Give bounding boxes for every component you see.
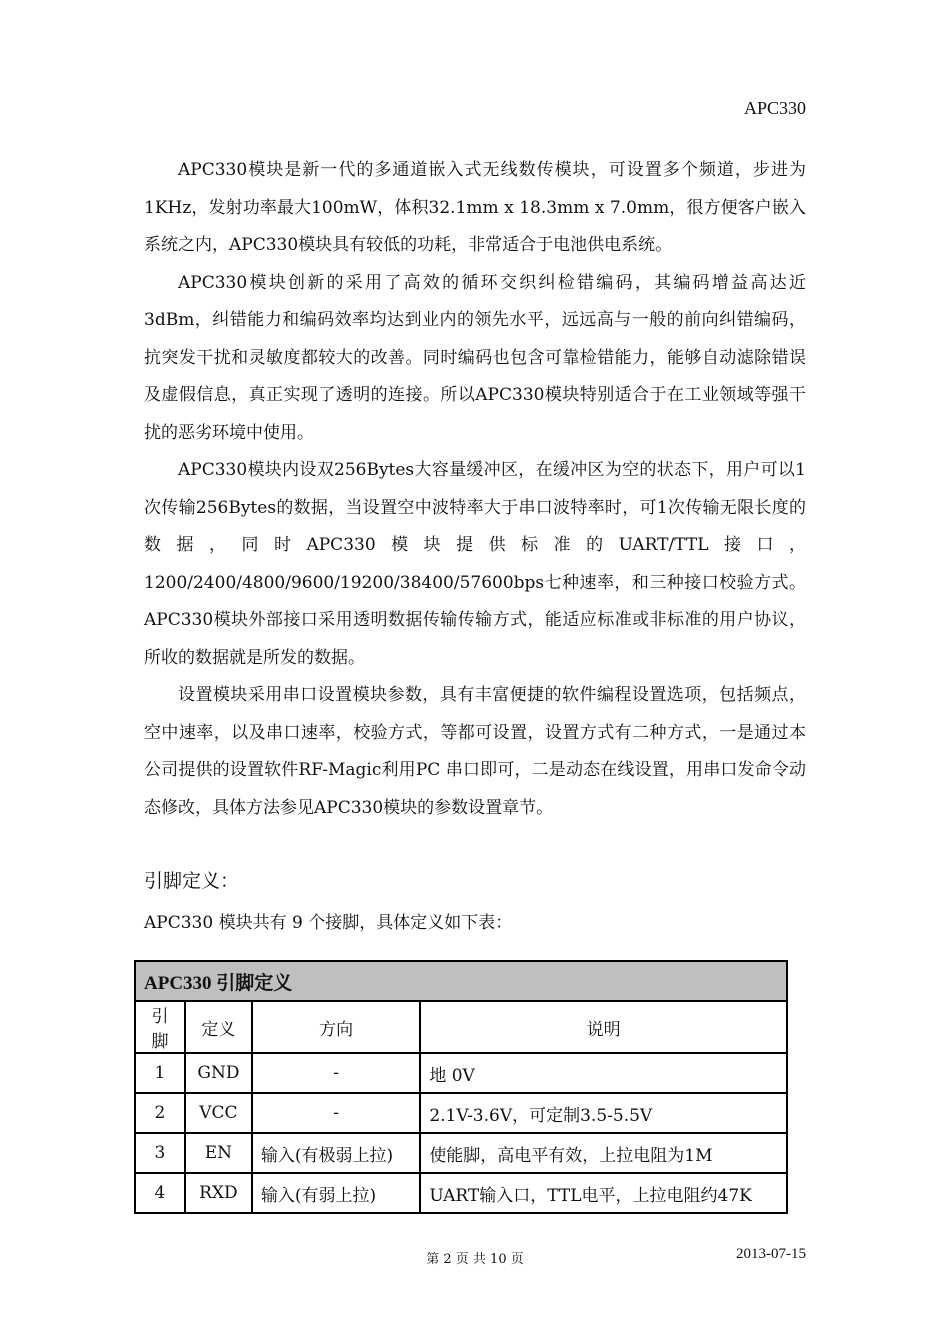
paragraph-3: APC330模块内设双256Bytes大容量缓冲区，在缓冲区为空的状态下，用户可以1 次传输256Bytes的数据，当设置空中波特率大于串口波特率时，可1次传输无限长度的数据，同时APC330模块提供标准的UART/TTL接口，1200/2400/4800/9600/19200/38400/57600bps七种速率，和三种接口校验方式。APC330模块外部接口采用透明数据传输传输方式，能适应标准或非标准的用户协议，所收的数据就是所发的数据。 <box>144 460 806 668</box>
cell-direction: - <box>252 1053 420 1093</box>
header-definition: 定义 <box>185 1001 252 1053</box>
pin-definition-table <box>134 960 788 1214</box>
footer-date: 2013-07-15 <box>736 1246 806 1262</box>
paragraph-4: 设置模块采用串口设置模块参数，具有丰富便捷的软件编程设置选项，包括频点，空中速率，以及串口速率，校验方式，等都可设置，设置方式有二种方式，一是通过本公司提供的设置软件RF-Magic利用PC 串口即可，二是动态在线设置，用串口发命令动态修改，具体方法参见APC330模块的参数设置章节。 <box>144 685 806 818</box>
paragraph-1: APC330模块是新一代的多通道嵌入式无线数传模块，可设置多个频道，步进为1KHz，发射功率最大100mW，体积32.1mm x 18.3mm x 7.0mm，很方便客户嵌入系统之内，APC330模块具有较低的功耗，非常适合于电池供电系统。 <box>144 160 806 255</box>
cell-description: UART输入口，TTL电平，上拉电阻约47K <box>420 1173 787 1213</box>
cell-definition: VCC <box>185 1093 252 1133</box>
header-description: 说明 <box>420 1001 787 1053</box>
table-header-row <box>135 1001 787 1053</box>
table-row <box>135 1173 787 1213</box>
body-text <box>144 152 806 827</box>
header-doc-name: APC330 <box>743 98 806 118</box>
cell-pin: 2 <box>135 1093 185 1133</box>
cell-description: 2.1V-3.6V，可定制3.5-5.5V <box>420 1093 787 1133</box>
cell-description: 使能脚，高电平有效，上拉电阻为1M <box>420 1133 787 1173</box>
table-row <box>135 1133 787 1173</box>
cell-pin: 1 <box>135 1053 185 1093</box>
cell-direction: 输入(有极弱上拉) <box>252 1133 420 1173</box>
header-direction: 方向 <box>252 1001 420 1053</box>
cell-definition: GND <box>185 1053 252 1093</box>
table-title: APC330 引脚定义 <box>135 961 787 1001</box>
cell-definition: EN <box>185 1133 252 1173</box>
table-title-row <box>135 961 787 1001</box>
section-intro: APC330 模块共有 9 个接脚，具体定义如下表： <box>144 913 513 933</box>
cell-direction: - <box>252 1093 420 1133</box>
cell-pin: 3 <box>135 1133 185 1173</box>
table-row <box>135 1053 787 1093</box>
table-row <box>135 1093 787 1133</box>
cell-direction: 输入(有弱上拉) <box>252 1173 420 1213</box>
cell-definition: RXD <box>185 1173 252 1213</box>
section-title: 引脚定义： <box>144 870 240 892</box>
cell-pin: 4 <box>135 1173 185 1213</box>
footer-page-number: 第 2 页 共 10 页 <box>426 1252 524 1267</box>
paragraph-2: APC330模块创新的采用了高效的循环交织纠检错编码，其编码增益高达近3dBm，纠错能力和编码效率均达到业内的领先水平，远远高与一般的前向纠错编码，抗突发干扰和灵敏度都较大的改善。同时编码也包含可靠检错能力，能够自动滤除错误及虚假信息，真正实现了透明的连接。所以APC330模块特别适合于在工业领域等强干扰的恶劣环境中使用。 <box>144 272 806 443</box>
header-pin: 引脚 <box>135 1001 185 1053</box>
cell-description: 地 0V <box>420 1053 787 1093</box>
